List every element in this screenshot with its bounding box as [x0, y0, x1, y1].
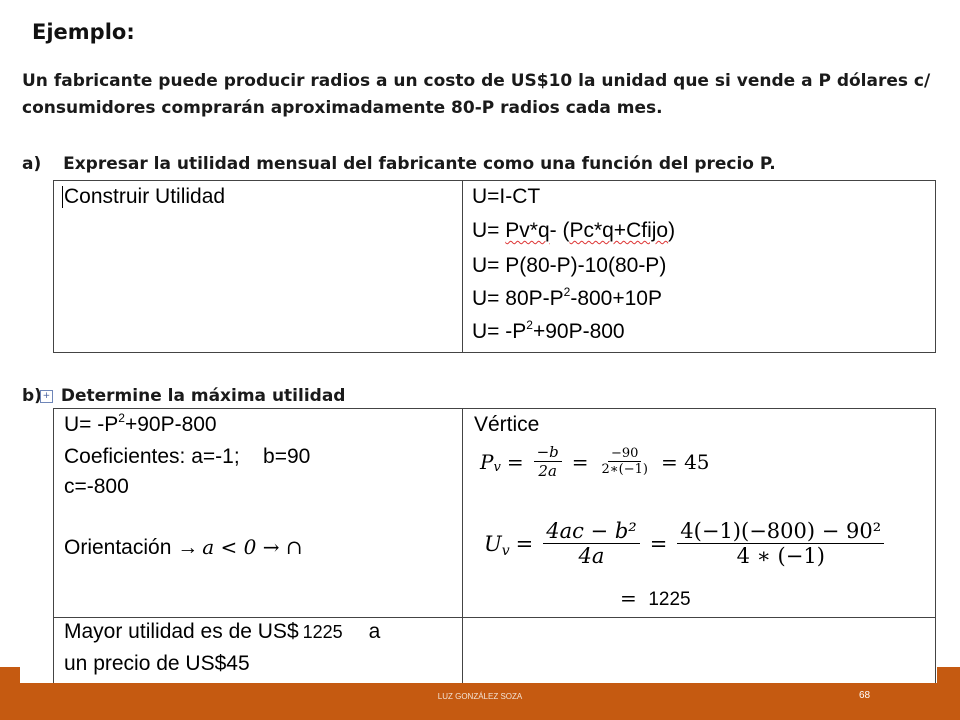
footer-accent-left [0, 667, 20, 683]
footer-accent-right [937, 667, 960, 683]
pv-equals-2: = [571, 449, 589, 474]
function-eq-exp: 2 [118, 411, 125, 425]
table-b-vertical-divider [462, 409, 463, 687]
utility-line-5-exp: 2 [526, 318, 533, 332]
utility-line-4-exp: 2 [563, 285, 571, 299]
coefficients-line: Coeficientes: a=-1; b=90 [64, 445, 311, 468]
uv-formula [484, 519, 888, 568]
conclusion-value: 1225 [302, 622, 343, 642]
conclusion-text: Mayor utilidad es de US$ [64, 620, 299, 643]
uv-fraction-2-num: 4(−1)(−800) − 90² [677, 519, 884, 544]
footer-band [0, 683, 960, 720]
table-a [53, 180, 936, 353]
conclusion-line-1 [64, 620, 380, 644]
utility-line-2-end: ) [668, 219, 676, 242]
table-a-divider [462, 181, 463, 352]
uv-lhs: U [484, 531, 502, 556]
utility-line-2-cost: Pc*q+Cfijo [569, 219, 669, 242]
pv-fraction-1-num: −b [534, 443, 562, 462]
pv-result: = 45 [660, 449, 710, 474]
utility-line-4 [472, 287, 662, 311]
uv-result-value: 1225 [648, 589, 691, 610]
table-b [53, 408, 936, 688]
question-b [22, 386, 345, 406]
construir-utilidad-text: Construir Utilidad [64, 185, 226, 208]
question-b-text: Determine la máxima utilidad [60, 386, 346, 406]
uv-result-line [620, 586, 691, 611]
page-number: 68 [859, 690, 871, 701]
pv-lhs: P [480, 449, 494, 474]
utility-line-3: U= P(80-P)-10(80-P) [472, 254, 667, 277]
pv-sub: v [493, 460, 501, 475]
pv-equals: = [506, 449, 524, 474]
question-a [22, 154, 776, 174]
uv-fraction-2 [677, 519, 884, 568]
uv-fraction-1-den: 4a [578, 544, 605, 568]
utility-line-5-b: +90P-800 [532, 320, 625, 343]
orientation-math: a < 0 → ∩ [202, 535, 303, 559]
vertex-title: Vértice [474, 413, 540, 436]
uv-fraction-1-num: 4ac − b² [543, 519, 639, 544]
function-eq-a: U= -P [64, 413, 119, 436]
pv-fraction-2 [599, 446, 651, 477]
problem-statement [22, 68, 942, 122]
utility-line-4-b: -800+10P [570, 287, 662, 310]
orientation-label: Orientación [64, 536, 178, 559]
orientation-line [64, 535, 303, 560]
conclusion-line-2: un precio de US$45 [64, 652, 250, 675]
utility-line-5-a: U= -P [472, 320, 527, 343]
problem-line-1: Un fabricante puede producir radios a un costo de US$10 la unidad que si vende a P dólares c/ [22, 71, 931, 91]
orientation-arrow-icon: → [177, 536, 199, 559]
pv-fraction-2-den: 2∗(−1) [601, 462, 648, 477]
pv-formula [480, 443, 710, 480]
utility-line-1: U=I-CT [472, 185, 541, 208]
uv-equals-2: = [649, 531, 668, 556]
table-move-handle-icon[interactable]: + [40, 390, 53, 403]
footer-author: LUZ GONZÁLEZ SOZA [437, 692, 523, 701]
function-eq-b: +90P-800 [124, 413, 217, 436]
pv-fraction-2-num: −90 [608, 446, 641, 462]
question-a-label: a) [22, 154, 42, 174]
utility-line-2-mid: - ( [549, 219, 570, 242]
question-a-text: Expresar la utilidad mensual del fabricante como una función del precio P. [63, 154, 776, 174]
pv-fraction-1-den: 2a [538, 462, 557, 480]
slide-title: Ejemplo: [32, 20, 135, 44]
coefficient-c-line: c=-800 [64, 475, 129, 498]
utility-line-5 [472, 320, 625, 344]
pv-fraction-1 [534, 443, 562, 480]
table-b-horizontal-divider [54, 617, 935, 618]
question-b-label: b) [22, 386, 42, 406]
text-cursor [62, 186, 63, 208]
problem-line-2: consumidores comprarán aproximadamente 80-P radios cada mes. [22, 98, 663, 118]
uv-fraction-2-den: 4 ∗ (−1) [736, 544, 825, 568]
uv-equals: = [515, 531, 534, 556]
utility-line-2 [472, 219, 675, 243]
utility-line-2-prefix: U= [472, 219, 506, 242]
uv-result-equals: = [620, 586, 637, 610]
uv-sub: v [501, 542, 510, 559]
utility-line-4-a: U= 80P-P [472, 287, 564, 310]
conclusion-a: a [368, 620, 381, 643]
function-equation [64, 413, 217, 437]
uv-fraction-1 [543, 519, 639, 568]
table-a-left-cell[interactable] [62, 185, 225, 209]
utility-line-2-pvq: Pv*q [505, 219, 550, 242]
